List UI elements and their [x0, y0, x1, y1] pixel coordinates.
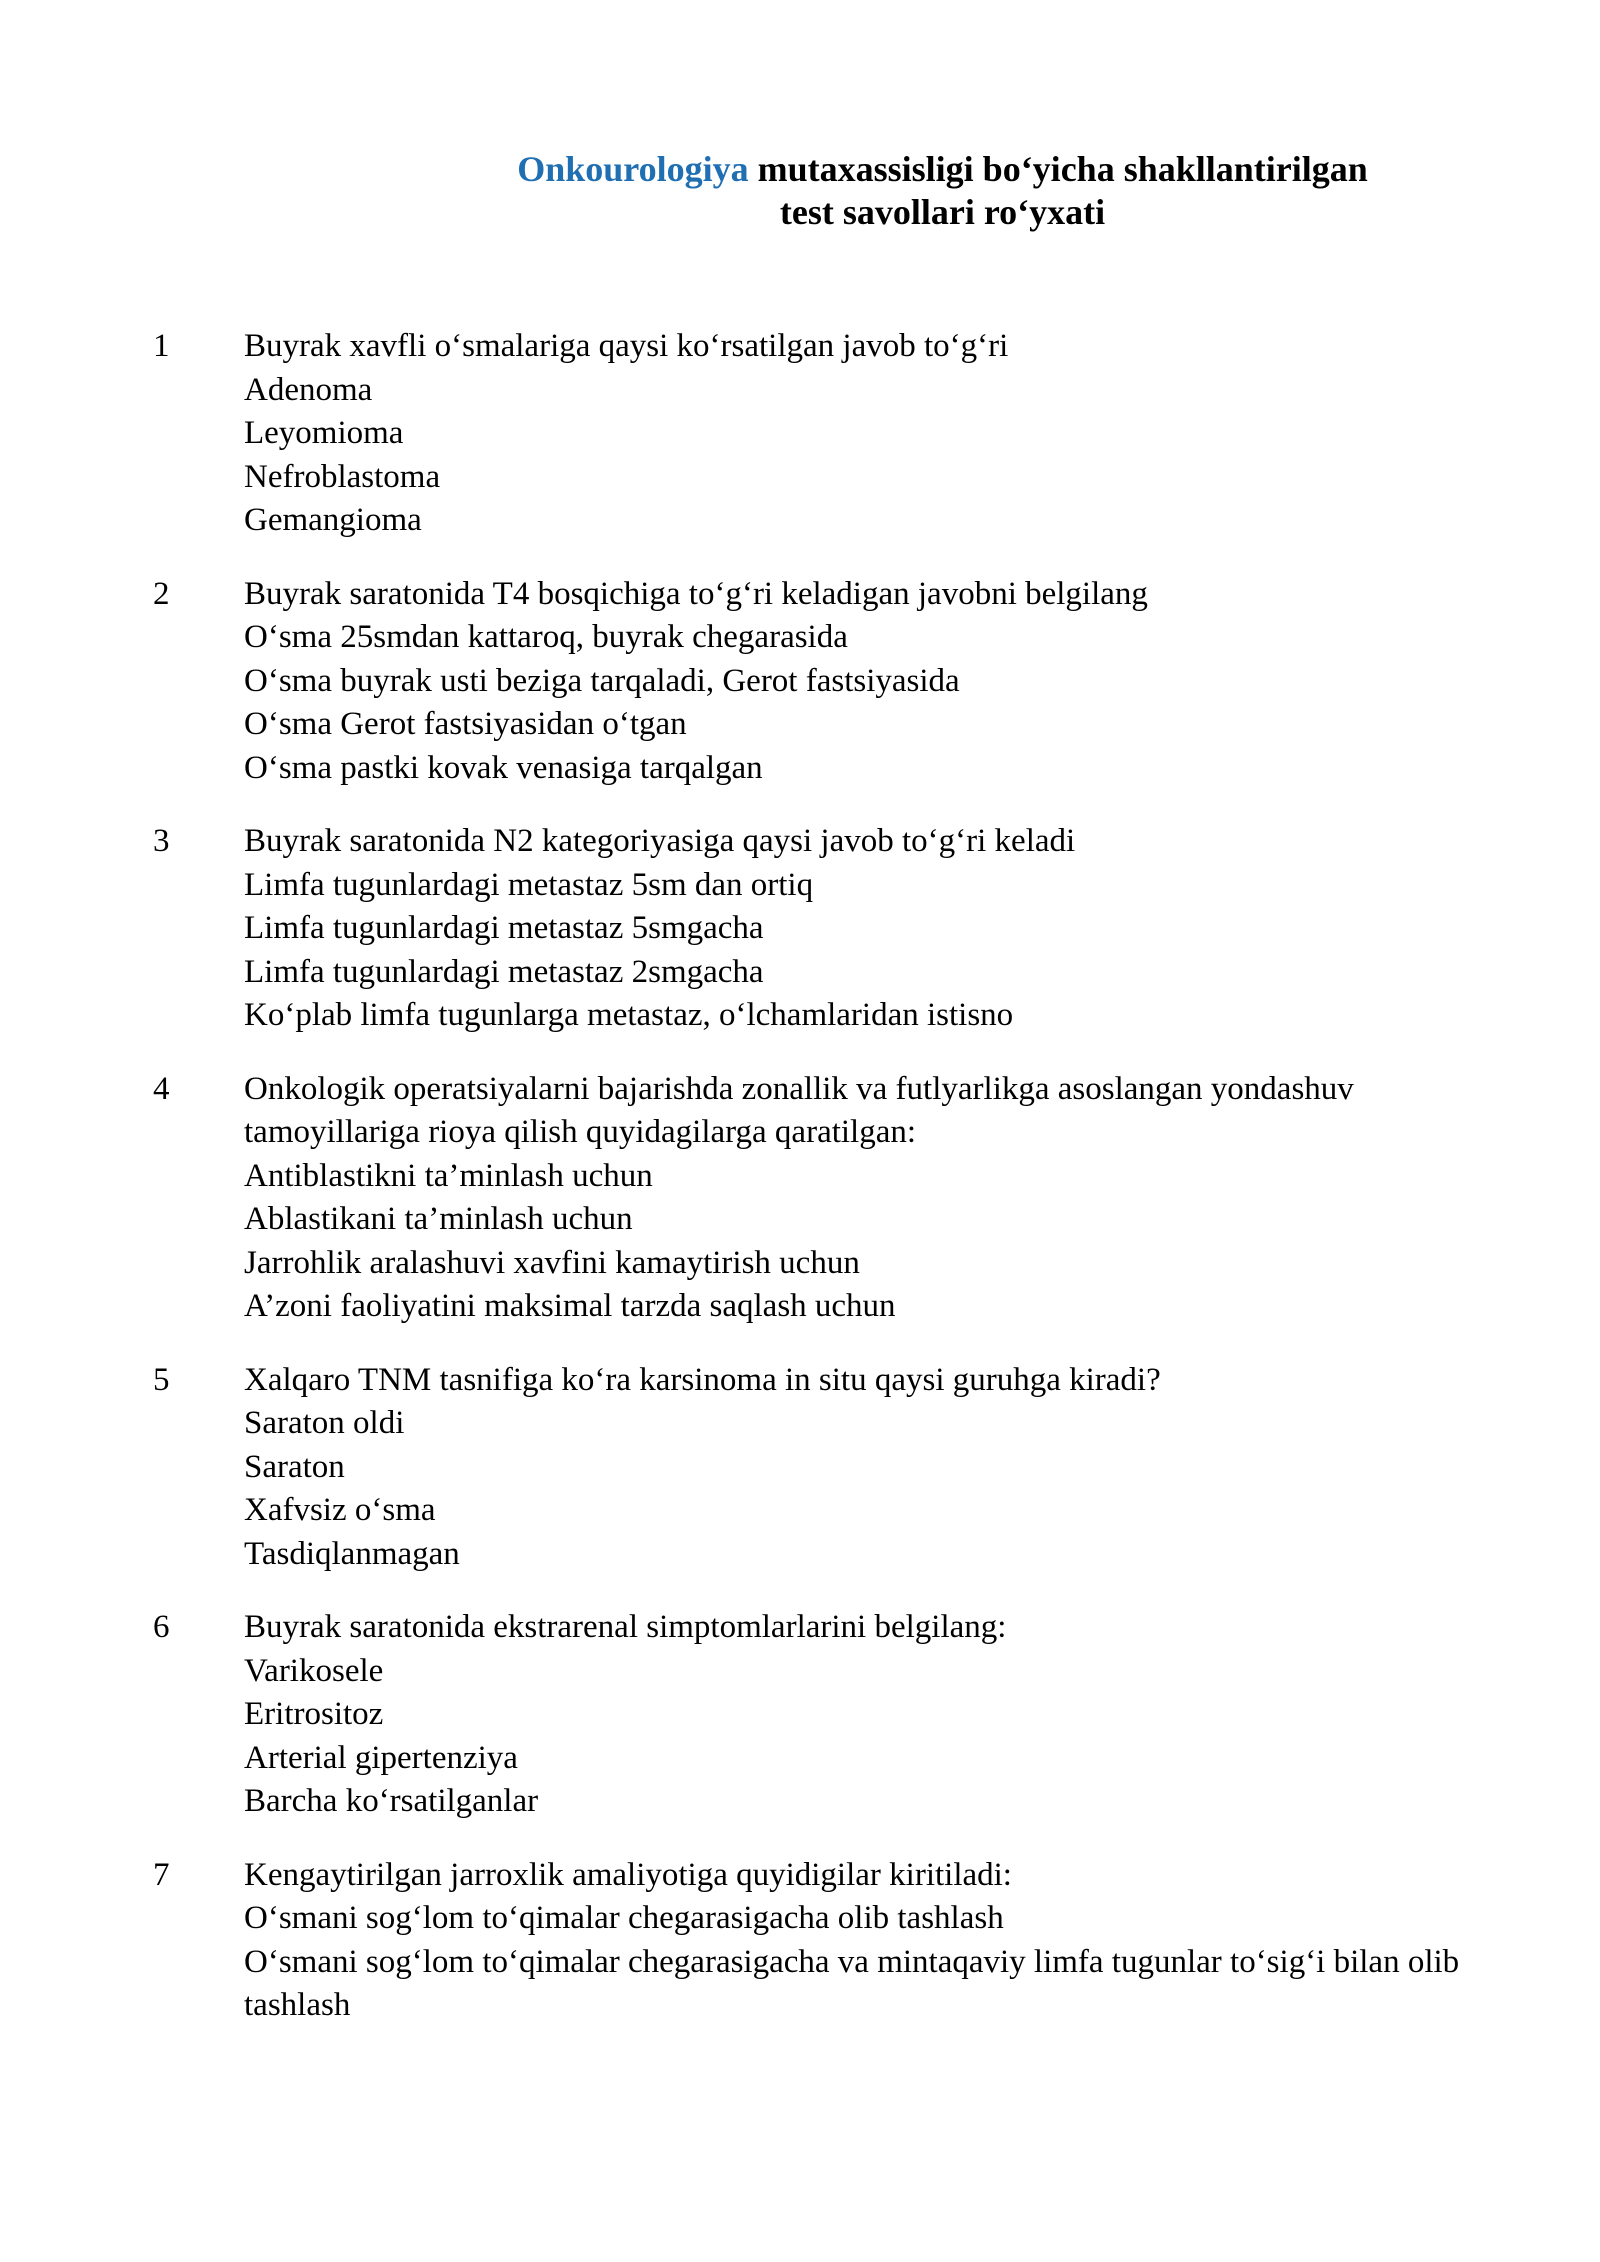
- title-line-2: test savollari ro‘yxati: [779, 192, 1106, 232]
- answer-option: Leyomioma: [244, 415, 404, 451]
- answer-option: O‘sma Gerot fastsiyasidan o‘tgan: [244, 706, 687, 742]
- title-rest: mutaxassisligi bo‘yicha shakllantirilgan: [757, 149, 1368, 189]
- question-number: 6: [153, 1609, 170, 1645]
- title-line-1: [0, 148, 1600, 191]
- question-body: [244, 573, 1504, 791]
- question-number: 5: [153, 1361, 170, 1398]
- answer-option: Saraton oldi: [244, 1405, 405, 1441]
- answer-option: Tasdiqlanmagan: [244, 1535, 460, 1572]
- question-number: 4: [153, 1070, 170, 1107]
- answer-option: Antiblastikni ta’minlash uchun: [244, 1157, 653, 1194]
- answer-option: O‘sma buyrak usti beziga tarqaladi, Gerot fastsiyasida: [244, 662, 960, 699]
- question-text: Buyrak saratonida N2 kategoriyasiga qaysi javob to‘g‘ri keladi: [244, 823, 1076, 859]
- question-number: 3: [153, 823, 170, 859]
- question-list: [0, 325, 1600, 2058]
- answer-option: A’zoni faoliyatini maksimal tarzda saqlash uchun: [244, 1288, 896, 1324]
- answer-option: Limfa tugunlardagi metastaz 2smgacha: [244, 953, 764, 990]
- question-item: [0, 1606, 1600, 1824]
- question-body: [244, 1068, 1504, 1329]
- question-item: [0, 1854, 1600, 2028]
- question-body: [244, 820, 1504, 1038]
- answer-option: O‘sma pastki kovak venasiga tarqalgan: [244, 749, 763, 786]
- answer-option: O‘smani sog‘lom to‘qimalar chegarasigacha va mintaqaviy limfa tugunlar to‘sig‘i bilan olib tashlash: [244, 1943, 1460, 2023]
- answer-option: Varikosele: [244, 1652, 384, 1689]
- question-text: Onkologik operatsiyalarni bajarishda zonallik va futlyarlikga asoslangan yondashuv tamoyillariga rioya qilish quyidagilarga qaratilgan:: [244, 1070, 1354, 1150]
- answer-option: Barcha ko‘rsatilganlar: [244, 1783, 539, 1819]
- question-text: Buyrak saratonida T4 bosqichiga to‘g‘ri keladigan javobni belgilang: [244, 575, 1148, 612]
- answer-option: Limfa tugunlardagi metastaz 5sm dan ortiq: [244, 866, 814, 903]
- answer-option: Gemangioma: [244, 502, 422, 538]
- answer-option: Jarrohlik aralashuvi xavfini kamaytirish uchun: [244, 1244, 860, 1281]
- answer-option: O‘sma 25smdan kattaroq, buyrak chegarasida: [244, 619, 848, 655]
- document-title: [0, 148, 1600, 234]
- answer-option: Saraton: [244, 1448, 345, 1485]
- question-text: Buyrak saratonida ekstrarenal simptomlarlarini belgilang:: [244, 1609, 1007, 1645]
- answer-option: Ablastikani ta’minlash uchun: [244, 1201, 633, 1237]
- question-item: [0, 573, 1600, 791]
- question-body: [244, 1854, 1504, 2028]
- question-number: 2: [153, 575, 170, 612]
- question-text: Kengaytirilgan jarroxlik amaliyotiga quyidigilar kiritiladi:: [244, 1856, 1012, 1893]
- title-accent: Onkourologiya: [517, 149, 749, 189]
- answer-option: Adenoma: [244, 371, 373, 408]
- question-item: [0, 325, 1600, 543]
- answer-option: Eritrositoz: [244, 1696, 384, 1732]
- answer-option: Limfa tugunlardagi metastaz 5smgacha: [244, 910, 764, 946]
- answer-option: O‘smani sog‘lom to‘qimalar chegarasigacha olib tashlash: [244, 1900, 1004, 1936]
- question-item: [0, 1359, 1600, 1577]
- question-number: 7: [153, 1856, 170, 1893]
- question-number: 1: [153, 328, 170, 364]
- question-body: [244, 325, 1504, 543]
- question-body: [244, 1359, 1504, 1577]
- question-item: [0, 820, 1600, 1038]
- question-body: [244, 1606, 1504, 1824]
- answer-option: Nefroblastoma: [244, 458, 441, 495]
- answer-option: Xafvsiz o‘sma: [244, 1492, 436, 1528]
- answer-option: Arterial gipertenziya: [244, 1739, 518, 1776]
- question-text: Xalqaro TNM tasnifiga ko‘ra karsinoma in situ qaysi guruhga kiradi?: [244, 1361, 1161, 1398]
- question-item: [0, 1068, 1600, 1329]
- answer-option: Ko‘plab limfa tugunlarga metastaz, o‘lchamlaridan istisno: [244, 997, 1014, 1033]
- question-text: Buyrak xavfli o‘smalariga qaysi ko‘rsatilgan javob to‘g‘ri: [244, 328, 1009, 364]
